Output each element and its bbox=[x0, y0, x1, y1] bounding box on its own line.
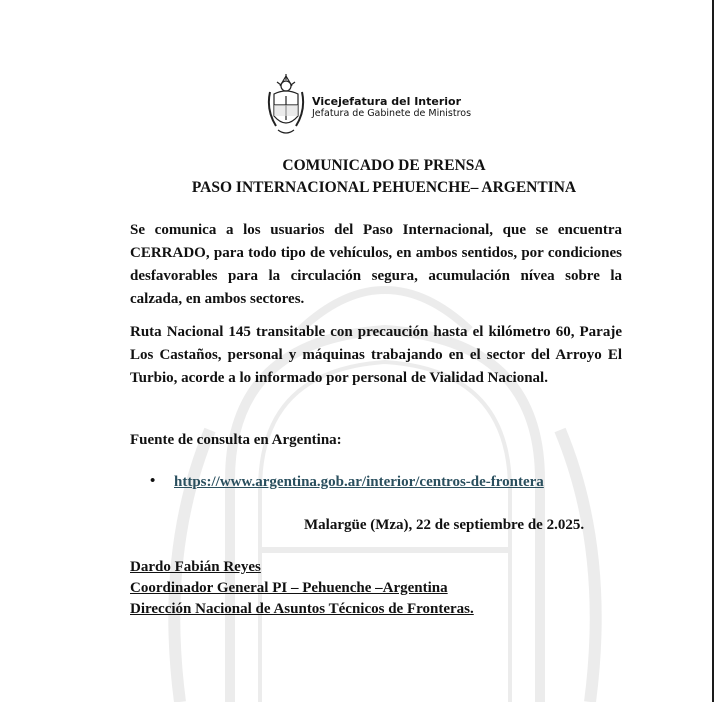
source-label: Fuente de consulta en Argentina: bbox=[130, 432, 342, 448]
signature-role: Coordinador General PI – Pehuenche –Argentina bbox=[130, 580, 448, 596]
paragraph-2: Ruta Nacional 145 transitable con precaución hasta el kilómetro 60, Paraje Los Castaños, personal y máquinas trabajando en el sector del Arroyo El Turbio, acorde a lo informado por personal de Vialidad Nacional. bbox=[130, 324, 622, 386]
bullet-icon: • bbox=[150, 473, 156, 489]
page-border bbox=[712, 0, 714, 702]
argentine-coat-of-arms-icon bbox=[266, 74, 306, 136]
signature-name: Dardo Fabián Reyes bbox=[130, 559, 261, 575]
signature-department: Dirección Nacional de Asuntos Técnicos de Fronteras. bbox=[130, 601, 474, 617]
org-line-1: Vicejefatura del Interior bbox=[312, 95, 462, 108]
paragraph-1: Se comunica a los usuarios del Paso Internacional, que se encuentra CERRADO, para todo tipo de vehículos, en ambos sentidos, por condiciones desfavorables para la circulación segura, acumulación nívea sobre la calzada, en ambos sectores. bbox=[130, 222, 622, 307]
letterhead bbox=[266, 74, 526, 138]
date-line: Malargüe (Mza), 22 de septiembre de 2.025. bbox=[304, 517, 585, 533]
org-line-2: Jefatura de Gabinete de Ministros bbox=[312, 108, 472, 119]
title-line-2: PASO INTERNACIONAL PEHUENCHE– ARGENTINA bbox=[191, 179, 577, 196]
organization-name bbox=[312, 96, 471, 120]
title-line-1: COMUNICADO DE PRENSA bbox=[282, 157, 486, 174]
source-link[interactable]: https://www.argentina.gob.ar/interior/centros-de-frontera bbox=[174, 474, 544, 490]
